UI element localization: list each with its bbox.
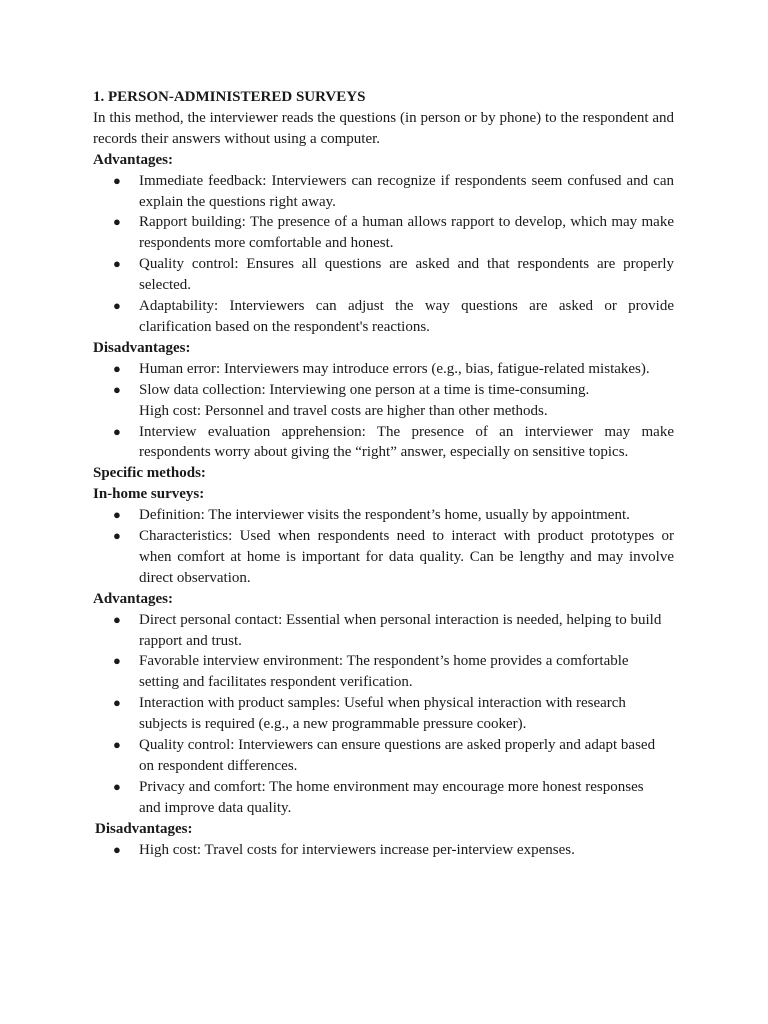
list-item: ● Characteristics: Used when respondents need to interact with product prototypes or when comfort at home is important for data quality. Can be lengthy and may involve direct observation. (113, 528, 674, 586)
bullet-icon: ● (113, 653, 121, 669)
list-item: ● Immediate feedback: Interviewers can recognize if respondents seem confused and can explain the questions right away. (113, 172, 674, 210)
list-item: ● Slow data collection: Interviewing one person at a time is time-consuming. (93, 380, 674, 401)
bullet-icon: ● (113, 737, 121, 753)
bullet-icon: ● (113, 360, 121, 376)
bullet-icon: ● (113, 172, 121, 188)
list-item: ● Favorable interview environment: The respondent’s home provides a comfortable setting and facilitates respondent verification. (113, 653, 629, 691)
inhome-advantages-list (93, 610, 674, 819)
advantages-heading: Advantages: (93, 151, 174, 168)
bullet-icon: ● (113, 214, 121, 230)
bullet-icon: ● (113, 423, 121, 439)
inhome-disadvantages-heading: Disadvantages: (95, 820, 193, 837)
inhome-heading: In-home surveys: (93, 486, 205, 503)
inhome-list (93, 505, 674, 589)
bullet-icon: ● (113, 778, 121, 794)
list-item: ● Definition: The interviewer visits the respondent’s home, usually by appointment. (93, 505, 674, 526)
list-item: ● Rapport building: The presence of a human allows rapport to develop, which may make respondents more comfortable and honest. (113, 214, 674, 252)
list-item: ● Adaptability: Interviewers can adjust the way questions are asked or provide clarification based on the respondent's reactions. (113, 298, 674, 335)
list-item: ● Human error: Interviewers may introduce errors (e.g., bias, fatigue-related mistakes). (93, 359, 674, 380)
list-item: ● Quality control: Ensures all questions are asked and that respondents are properly selected. (113, 256, 674, 294)
inhome-advantages-heading: Advantages: (93, 590, 174, 607)
list-item-continuation: High cost: Personnel and travel costs are higher than other methods. (139, 402, 548, 419)
list-item: ● Interaction with product samples: Useful when physical interaction with research subjects is required (e.g., a new programmable pressure cooker). (113, 695, 626, 733)
list-item: ● Quality control: Interviewers can ensure questions are asked properly and adapt based on respondent differences. (113, 737, 656, 774)
list-item: ● Privacy and comfort: The home environment may encourage more honest responses and improve data quality. (113, 778, 644, 816)
list-item: ● Direct personal contact: Essential when personal interaction is needed, helping to build rapport and trust. (113, 611, 662, 649)
section-title: 1. PERSON-ADMINISTERED SURVEYS (93, 89, 366, 105)
disadvantages-heading: Disadvantages: (93, 339, 191, 356)
advantages-list (93, 171, 674, 338)
bullet-icon: ● (113, 298, 121, 314)
specific-methods-heading: Specific methods: (93, 465, 206, 482)
list-item: ● Interview evaluation apprehension: The presence of an interviewer may make respondents worry about giving the “right” answer, especially on sensitive topics. (113, 423, 674, 461)
bullet-icon: ● (113, 381, 121, 397)
bullet-icon: ● (113, 256, 121, 272)
list-item: ● High cost: Travel costs for interviewers increase per-interview expenses. (93, 840, 674, 861)
bullet-icon: ● (113, 611, 121, 627)
intro-paragraph: In this method, the interviewer reads the questions (in person or by phone) to the respondent and records their answers without using a computer. (93, 109, 674, 147)
bullet-icon: ● (113, 528, 121, 544)
bullet-icon: ● (113, 841, 121, 857)
disadvantages-list (93, 359, 674, 464)
bullet-icon: ● (113, 507, 121, 523)
bullet-icon: ● (113, 695, 121, 711)
inhome-disadvantages-list (93, 840, 674, 861)
document-page (93, 87, 674, 861)
